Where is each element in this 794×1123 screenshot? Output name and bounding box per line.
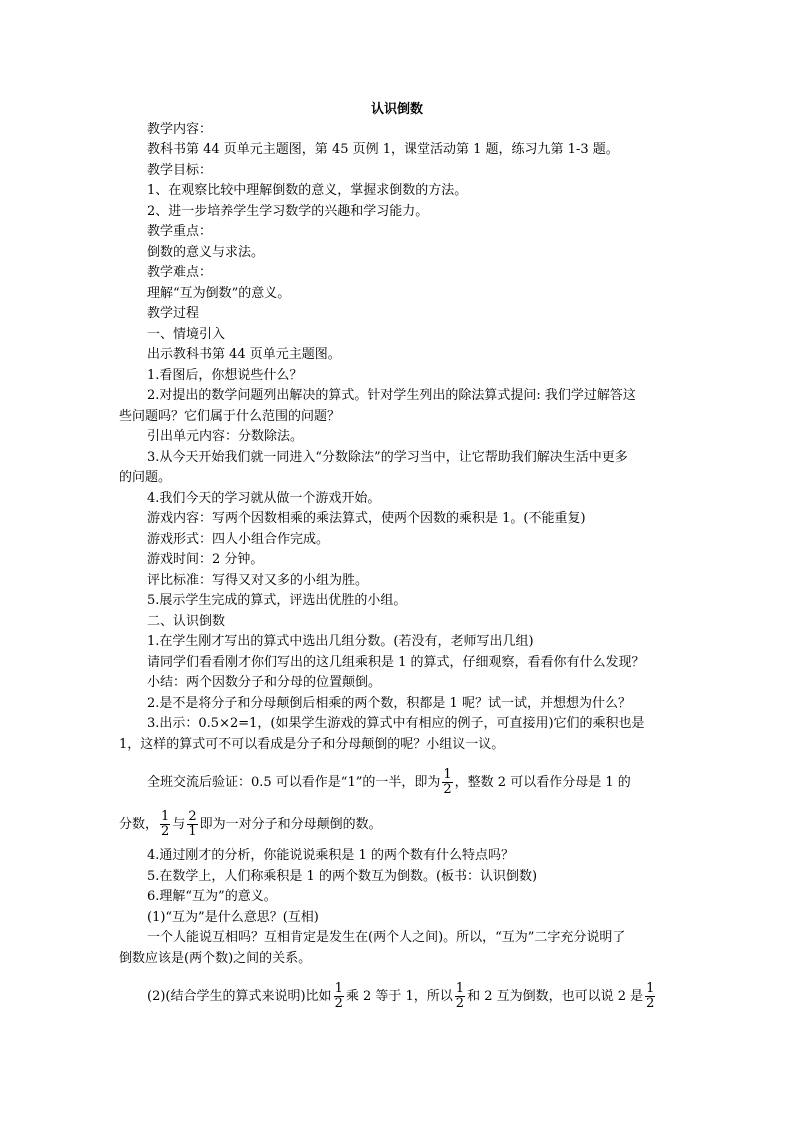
section-2-heading: 二、认识倒数 <box>147 614 226 629</box>
verify-text-a: 全班交流后验证：0.5 可以看作是“1”的一半，即为 <box>147 775 441 790</box>
difficulties-text: 理解“互为倒数”的意义。 <box>147 286 291 301</box>
objective-1: 1、在观察比较中理解倒数的意义，掌握求倒数的方法。 <box>147 183 468 198</box>
fraction-one-half: $\frac{1}{2}$ <box>443 766 452 797</box>
verify-text-b: ，整数 2 可以看作分母是 1 的 <box>454 775 631 790</box>
paragraph-continuation: 些问题吗？它们属于什么范围的问题？ <box>119 409 341 424</box>
game-content: 游戏内容：写两个因数相乘的乘法算式，使两个因数的乘积是 1。(不能重复) <box>147 511 586 526</box>
paragraph: 5.在数学上，人们称乘积是 1 的两个数互为倒数。(板书：认识倒数) <box>147 869 538 884</box>
content-text: 教科书第 44 页单元主题图，第 45 页例 1，课堂活动第 1 题，练习九第 1-3 题。 <box>147 142 619 157</box>
game-form: 游戏形式：四人小组合作完成。 <box>147 532 330 547</box>
paragraph: 1.在学生刚才写出的算式中选出几组分数。(若没有，老师写出几组) <box>147 634 534 649</box>
heading-key-points: 教学重点： <box>147 224 213 239</box>
paragraph: 5.展示学生完成的算式，评选出优胜的小组。 <box>147 593 407 608</box>
game-criteria: 评比标准：写得又对又多的小组为胜。 <box>147 573 369 588</box>
paragraph: 出示教科书第 44 页单元主题图。 <box>147 347 341 362</box>
verify-line <box>0 766 794 800</box>
paragraph-continuation: 1，这样的算式可不可以看成是分子和分母颠倒的呢？小组议一议。 <box>119 737 505 752</box>
fraction-one-half: $\frac{1}{2}$ <box>455 980 465 1011</box>
paragraph: (1)“互为”是什么意思？(互相) <box>147 910 319 925</box>
key-points-text: 倒数的意义与求法。 <box>147 245 265 260</box>
fraction-two-over-one: $\frac{2}{1}$ <box>188 808 197 839</box>
last-line: (2)(结合学生的算式来说明)比如 $\frac{1}{2}$ 乘 2 等于 1，所以 $\frac{1}{2}$ 和 2 互为倒数，也可以说 2 是 $\frac{1}{2}$ <box>147 980 655 1011</box>
objective-2: 2、进一步培养学生学习数学的兴趣和学习能力。 <box>147 204 429 219</box>
paragraph: 4.通过刚才的分析，你能说说乘积是 1 的两个数有什么特点吗？ <box>147 848 514 863</box>
document-title: 认识倒数 <box>370 102 423 117</box>
paragraph: 1.看图后，你想说些什么？ <box>147 368 303 383</box>
paragraph: 3.从今天开始我们就一同进入“分数除法”的学习当中，让它帮助我们解决生活中更多 <box>147 450 628 465</box>
paragraph: 2.是不是将分子和分母颠倒后相乘的两个数，积都是 1 呢？试一试，并想想为什么？ <box>147 696 631 711</box>
paragraph: 6.理解“互为”的意义。 <box>147 889 277 904</box>
paragraph-continuation: 的问题。 <box>119 470 172 485</box>
paragraph: 4.我们今天的学习就从做一个游戏开始。 <box>147 491 381 506</box>
paragraph-continuation: 倒数应该是(两个数)之间的关系。 <box>119 951 312 966</box>
heading-content: 教学内容： <box>147 122 213 137</box>
section-1-heading: 一、情境引入 <box>147 327 226 342</box>
paragraph: 3.出示：0.5×2=1，(如果学生游戏的算式中有相应的例子，可直接用)它们的乘积也是 <box>147 716 645 731</box>
summary: 小结：两个因数分子和分母的位置颠倒。 <box>147 675 382 690</box>
game-time: 游戏时间：2 分钟。 <box>147 552 264 567</box>
paragraph: 一个人能说互相吗？互相肯定是发生在(两个人之间)。所以，“互为”二字充分说明了 <box>147 930 626 945</box>
fraction-one-half: $\frac{1}{2}$ <box>161 808 170 839</box>
fraction-one-half: $\frac{1}{2}$ <box>334 980 343 1011</box>
paragraph: 请同学们看看刚才你们写出的这几组乘积是 1 的算式，仔细观察，看看你有什么发现？ <box>147 655 645 670</box>
paragraph: 引出单元内容：分数除法。 <box>147 429 304 444</box>
heading-difficulties: 教学难点： <box>147 265 213 280</box>
fraction-one-half: $\frac{1}{2}$ <box>646 980 655 1011</box>
heading-objectives: 教学目标： <box>147 163 213 178</box>
fraction-line: 分数， $\frac{1}{2}$ 与 $\frac{2}{1}$ 即为一对分子和分母颠倒的数。 <box>119 808 382 839</box>
heading-process: 教学过程 <box>147 306 200 321</box>
paragraph: 2.对提出的数学问题列出解决的算式。针对学生列出的除法算式提问: 我们学过解答这 <box>147 388 636 403</box>
